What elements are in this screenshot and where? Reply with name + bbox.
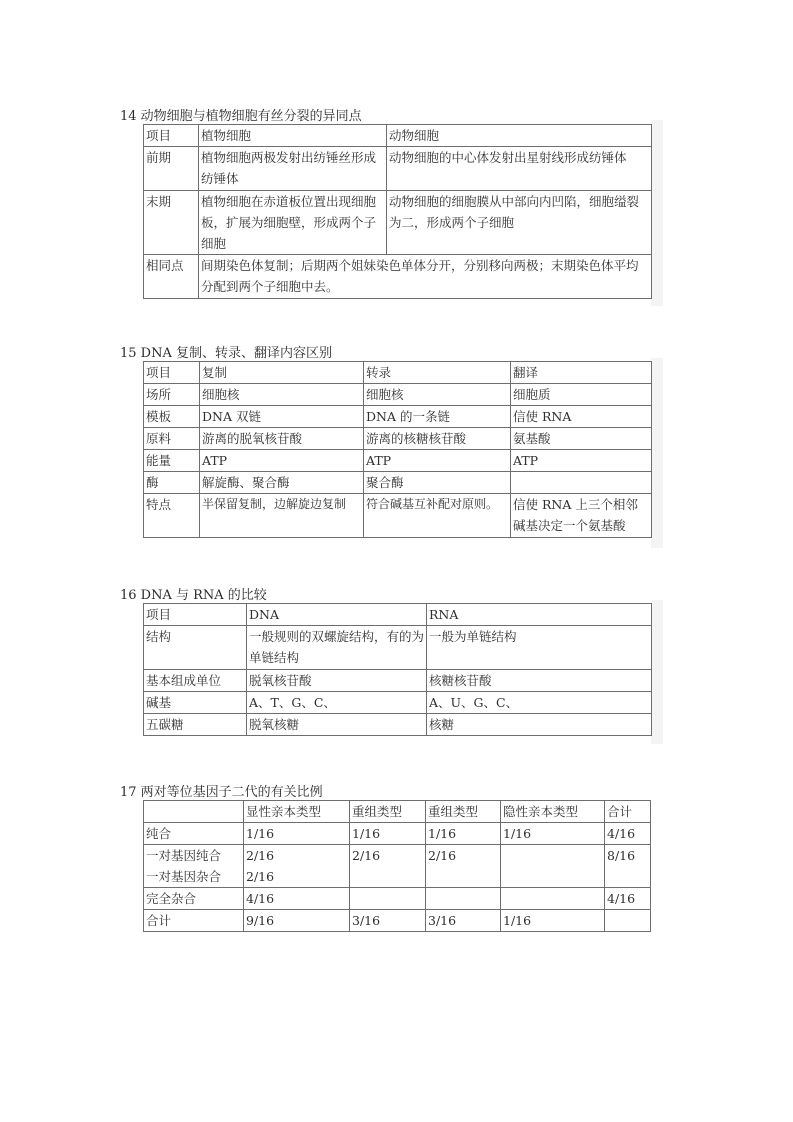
table-cell: 游离的脱氧核苷酸 [200,428,364,450]
table-cell [144,801,244,823]
table-cell: DNA 双链 [200,406,364,428]
table-cell [501,888,605,910]
table-cell: 动物细胞的细胞膜从中部向内凹陷，细胞缢裂为二，形成两个子细胞 [387,191,652,255]
table-cell: 9/16 [244,910,350,932]
table-cell: 信使 RNA 上三个相邻碱基决定一个氨基酸 [511,494,652,538]
table-cell: 细胞质 [511,384,652,406]
table-row [144,910,651,932]
table-16-dna-rna [143,603,652,736]
table-cell: 碱基 [144,692,247,714]
table-cell: 一对基因杂合 [144,866,244,888]
table-cell: 重组类型 [350,801,426,823]
section-15-title: 15 DNA 复制、转录、翻译内容区别 [120,346,332,361]
table-cell: 氨基酸 [511,428,652,450]
table-cell: 基本组成单位 [144,670,247,692]
table-row [144,714,652,736]
table-cell: A、U、G、C、 [427,692,652,714]
table-row [144,406,652,428]
table-cell: 间期染色体复制；后期两个姐妹染色单体分开，分别移向两极；末期染色体平均分配到两个子细胞中去。 [199,255,652,299]
table-cell: 解旋酶、聚合酶 [200,472,364,494]
table-row [144,255,652,299]
section-16-title: 16 DNA 与 RNA 的比较 [120,588,267,603]
table-cell: 一般规则的双螺旋结构，有的为单链结构 [247,626,427,670]
table-row [144,472,652,494]
table-cell: 项目 [144,604,247,626]
table-cell: 合计 [605,801,651,823]
table-cell: 聚合酶 [364,472,511,494]
table-cell: 能量 [144,450,200,472]
table-header-row [144,801,651,823]
table-cell: 酶 [144,472,200,494]
table-row [144,626,652,670]
table-cell: 显性亲本类型 [244,801,350,823]
table-cell: 3/16 [350,910,426,932]
table-row [144,191,652,255]
table-cell: 转录 [364,362,511,384]
table-cell: 植物细胞在赤道板位置出现细胞板，扩展为细胞壁，形成两个子细胞 [199,191,387,255]
table-cell: 3/16 [426,910,501,932]
table-cell: 翻译 [511,362,652,384]
table-cell: 复制 [200,362,364,384]
scan-shade-15 [651,358,663,548]
table-cell: DNA [247,604,427,626]
table-cell: 一对基因纯合 [144,845,244,867]
table-cell: 核糖 [427,714,652,736]
table-row [144,428,652,450]
table-cell [426,888,501,910]
table-cell: 脱氧核苷酸 [247,670,427,692]
table-row [144,670,652,692]
table-17-ratios [143,800,651,932]
table-cell: 特点 [144,494,200,538]
table-cell: 模板 [144,406,200,428]
table-row [144,845,651,867]
table-cell: ATP [511,450,652,472]
table-cell [501,845,605,888]
table-cell [605,910,651,932]
table-cell: 植物细胞 [199,125,387,147]
table-cell: 前期 [144,147,199,191]
table-cell: 核糖核苷酸 [427,670,652,692]
table-cell: 相同点 [144,255,199,299]
table-cell: 纯合 [144,823,244,845]
table-row [144,604,652,626]
table-cell: 2/16 [244,845,350,867]
table-14-mitosis [143,124,652,299]
table-cell: 8/16 [605,845,651,888]
section-14-title: 14 动物细胞与植物细胞有丝分裂的异同点 [120,109,362,124]
table-cell [350,888,426,910]
scan-shade-14 [651,120,663,306]
table-15-dna-process [143,361,652,538]
table-cell: 合计 [144,910,244,932]
table-row [144,362,652,384]
table-row [144,692,652,714]
table-cell: 隐性亲本类型 [501,801,605,823]
table-cell: 4/16 [605,888,651,910]
table-row [144,494,652,538]
table-cell: 符合碱基互补配对原则。 [364,494,511,538]
table-row [144,823,651,845]
table-cell: 原料 [144,428,200,450]
table-cell: DNA 的一条链 [364,406,511,428]
table-row [144,450,652,472]
table-cell: 重组类型 [426,801,501,823]
table-cell: 完全杂合 [144,888,244,910]
table-cell: 脱氧核糖 [247,714,427,736]
table-cell: 4/16 [244,888,350,910]
table-cell: ATP [364,450,511,472]
scan-shade-16 [651,600,663,744]
table-cell: 细胞核 [364,384,511,406]
section-17-title: 17 两对等位基因子二代的有关比例 [120,785,323,800]
table-cell: 1/16 [426,823,501,845]
table-cell: 项目 [144,362,200,384]
table-cell: 1/16 [501,910,605,932]
table-cell: 一般为单链结构 [427,626,652,670]
table-cell: 项目 [144,125,199,147]
table-cell: 末期 [144,191,199,255]
table-cell: 细胞核 [200,384,364,406]
table-row [144,147,652,191]
table-cell: 2/16 [244,866,350,888]
table-cell: 信使 RNA [511,406,652,428]
table-cell: 半保留复制，边解旋边复制 [200,494,364,538]
table-row [144,384,652,406]
table-cell: 2/16 [350,845,426,888]
table-cell [511,472,652,494]
table-cell: 场所 [144,384,200,406]
table-cell: 1/16 [350,823,426,845]
table-cell: 1/16 [501,823,605,845]
table-cell: A、T、G、C、 [247,692,427,714]
table-cell: 动物细胞的中心体发射出星射线形成纺锤体 [387,147,652,191]
table-cell: 2/16 [426,845,501,888]
table-row [144,888,651,910]
table-row [144,125,652,147]
table-cell: 五碳糖 [144,714,247,736]
table-cell: RNA [427,604,652,626]
table-cell: 结构 [144,626,247,670]
table-cell: 4/16 [605,823,651,845]
table-cell: 植物细胞两极发射出纺锤丝形成纺锤体 [199,147,387,191]
table-cell: 动物细胞 [387,125,652,147]
table-cell: 游离的核糖核苷酸 [364,428,511,450]
table-cell: ATP [200,450,364,472]
table-cell: 1/16 [244,823,350,845]
